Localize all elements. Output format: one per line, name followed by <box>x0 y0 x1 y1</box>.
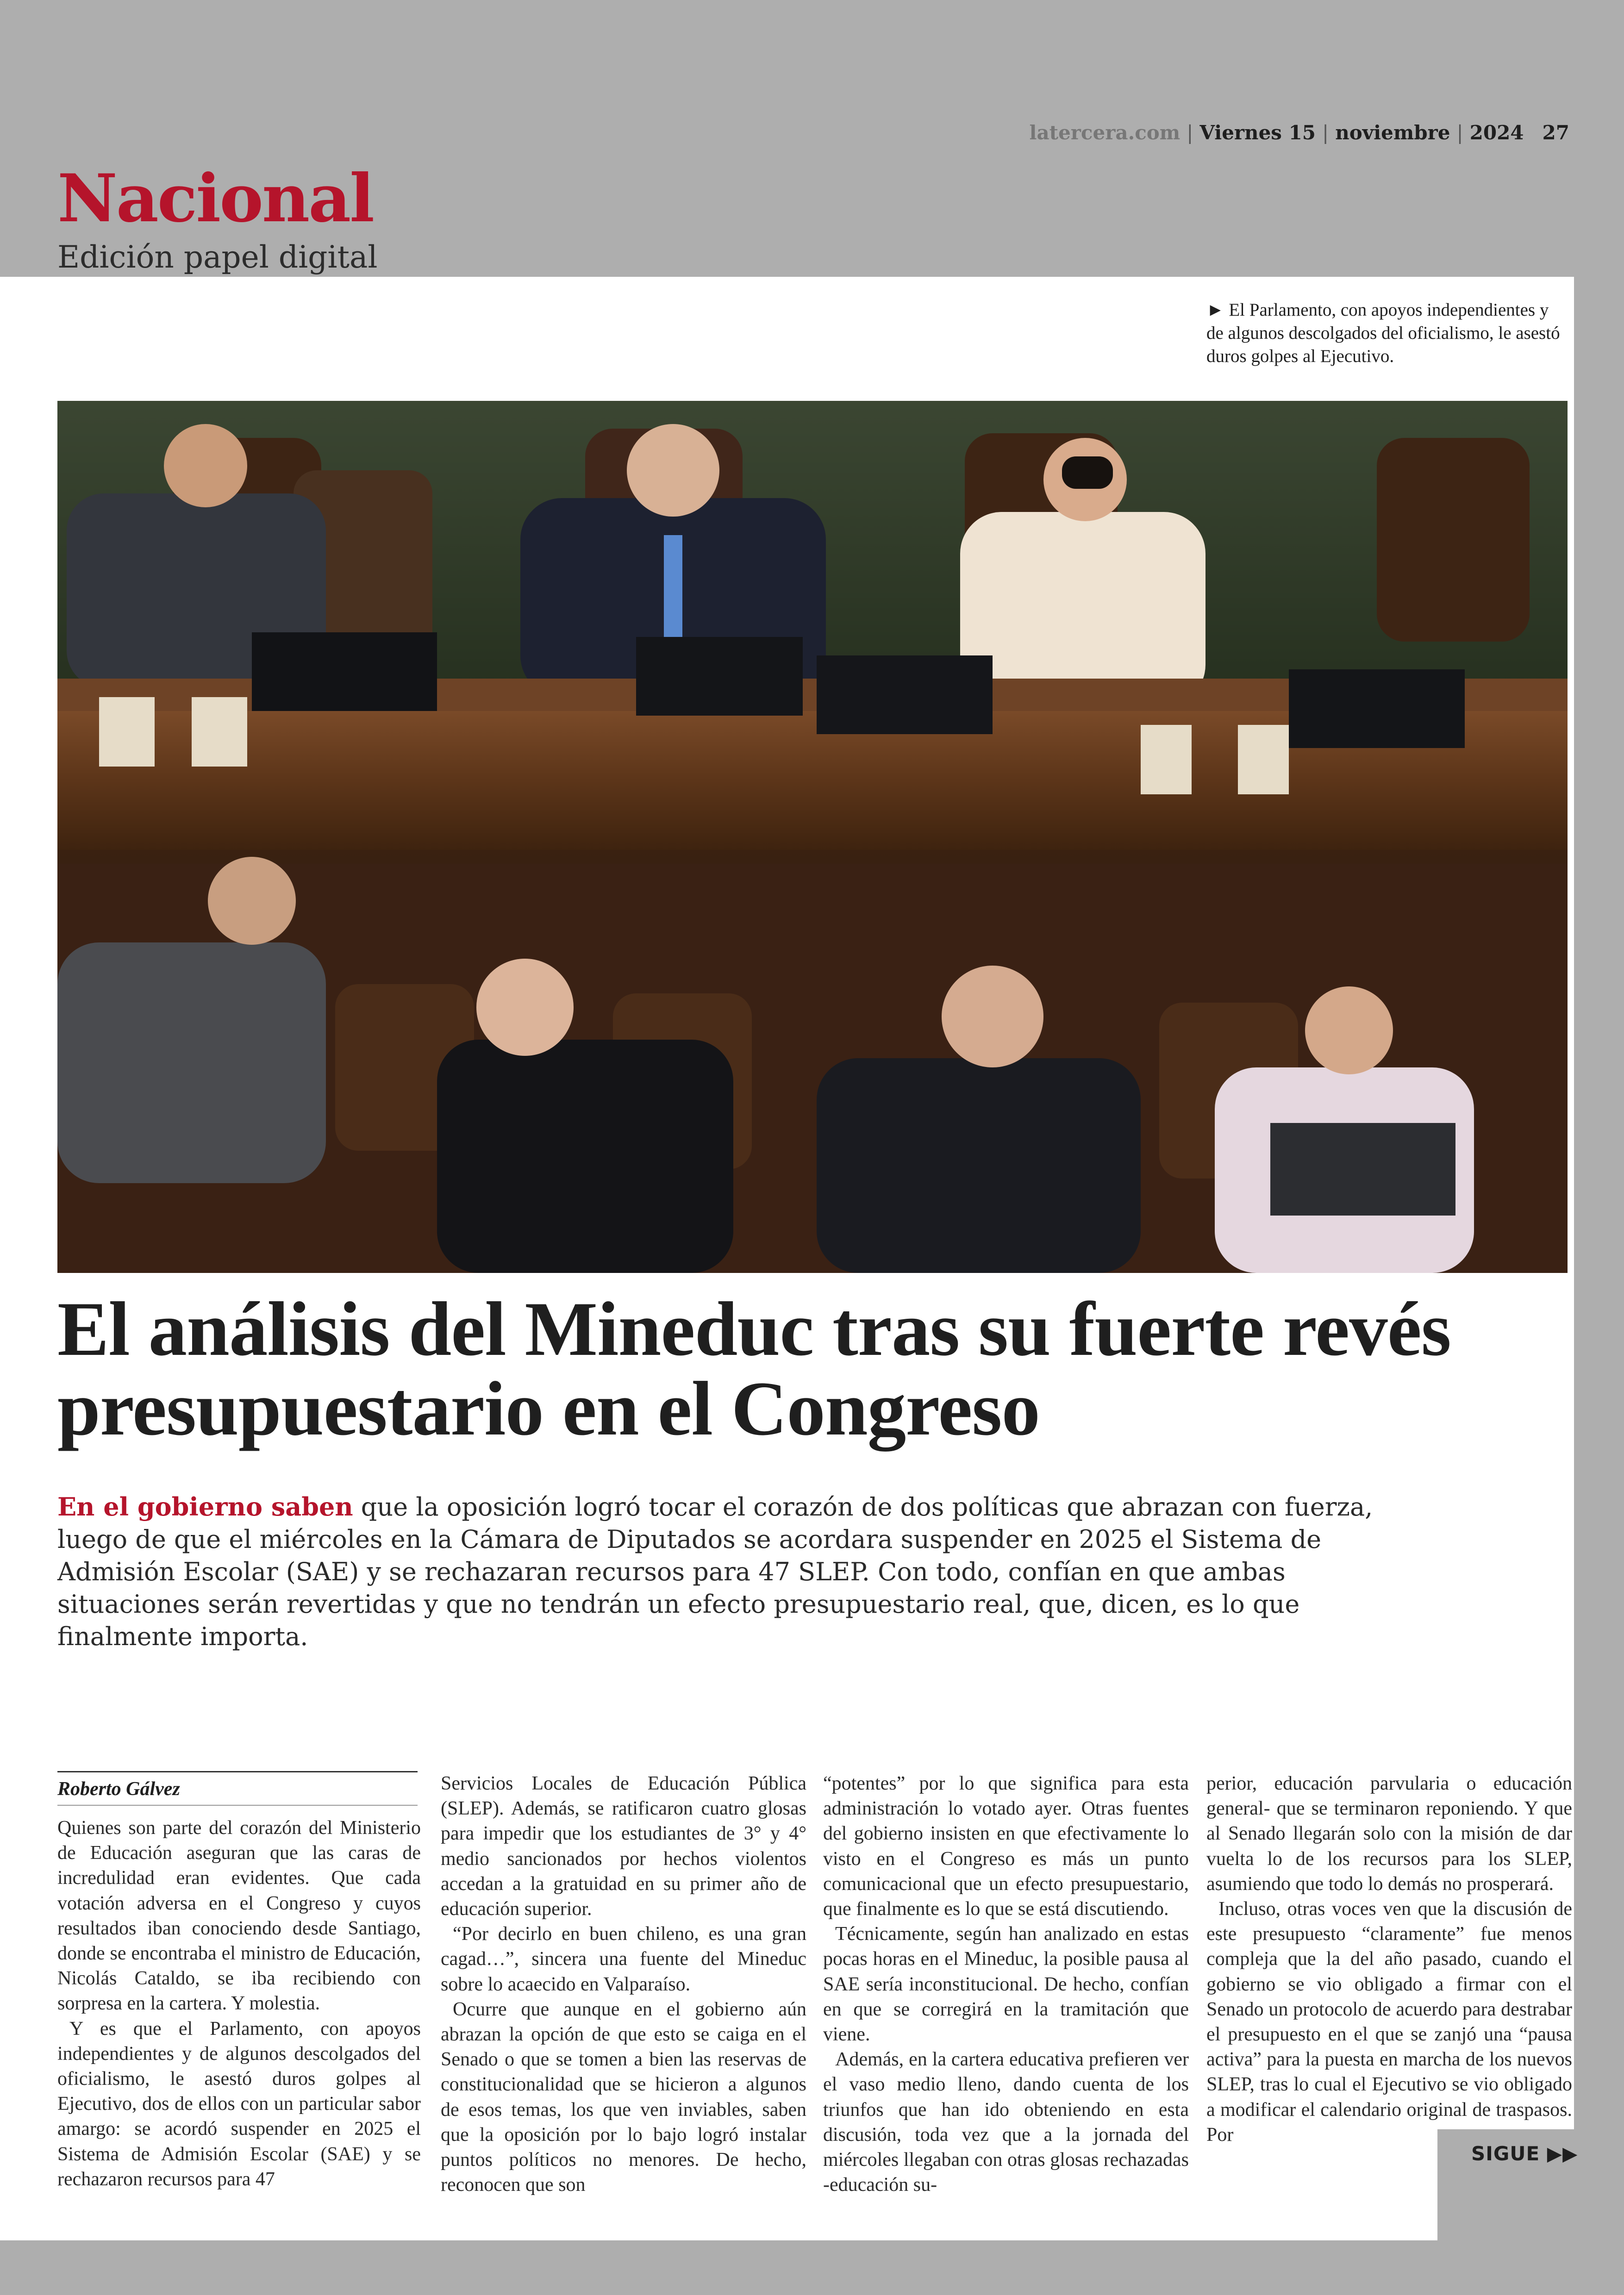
body-paragraph: Incluso, otras voces ven que la discusión de este presupuesto “claramente” fue menos compleja que la del año pasado, cuando el gobierno se vio obligado a firmar con el Senado un protocolo de acuerdo para destrabar el presupuesto en el que se zanjó una “pausa activa” para la puesta en marcha de los nuevos SLEP, tras lo cual el Ejecutivo se vio obligado a modificar el calendario original de traspasos. Por <box>1206 1898 1572 2145</box>
page-folio: latercera.com | Viernes 15 | noviembre | 2024 27 <box>1029 121 1569 144</box>
body-paragraph: Ocurre que aunque en el gobierno aún abrazan la opción de que esto se caiga en el Senado o que se tomen a bien las reservas de constitucionalidad que se hicieron a algunos de esos temas, los que ven inviables, saben que la oposición por lo bajo logró instalar puntos políticos no menores. De hecho, reconocen que son <box>441 1998 806 2196</box>
news-photo <box>57 401 1568 1273</box>
body-paragraph: “potentes” por lo que significa para esta administración lo votado ayer. Otras fuentes del gobierno insisten en que efectivamente lo visto en el Congreso es más un punto comunicacional que un efecto presupuestario, que finalmente es lo que se está discutiendo. <box>823 1773 1189 1920</box>
lede <box>57 1491 1381 1653</box>
body-column-4 <box>1206 1771 1572 2147</box>
body-column-2 <box>441 1771 806 2197</box>
site-link[interactable]: latercera.com <box>1029 121 1181 144</box>
continue-link[interactable]: SIGUE ▶▶ <box>1471 2142 1578 2165</box>
body-column-3 <box>823 1771 1189 2197</box>
right-margin-band <box>1574 277 1624 2295</box>
body-paragraph: Servicios Locales de Educación Pública (SLEP). Además, se ratificaron cuatro glosas para impedir que los estudiantes de 3° y 4° medio sancionados por hechos violentos accedan a la gratuidad en su primer año de educación superior. <box>441 1773 806 1920</box>
folio-day: Viernes 15 <box>1199 121 1316 144</box>
body-paragraph: Y es que el Parlamento, con apoyos independientes y de algunos descolgados del oficialismo, le asestó duros golpes al Ejecutivo, dos de ellos con un particular sabor amargo: se acordó suspender en 2025 el Sistema de Admisión Escolar (SAE) y se rechazaron recursos para 47 <box>57 2018 421 2190</box>
byline: Roberto Gálvez <box>57 1778 180 1800</box>
folio-month: noviembre <box>1335 121 1450 144</box>
lede-lead-in: En el gobierno saben <box>57 1492 353 1522</box>
body-paragraph: Quienes son parte del corazón del Ministerio de Educación aseguran que las caras de incredulidad eran evidentes. Que cada votación adversa en el Congreso y cuyos resultados iban conociendo desde Santiago, donde se encontraba el ministro de Educación, Nicolás Cataldo, se iba recibiendo con sorpresa en la cartera. Y molestia. <box>57 1817 421 2014</box>
footer-band <box>0 2240 1624 2295</box>
folio-year: 2024 <box>1469 121 1524 144</box>
body-paragraph: perior, educación parvularia o educación general- que se terminaron reponiendo. Y que al Senado llegarán solo con la misión de dar vuelta lo de los recursos para los SLEP, asumiendo que todo lo demás no prosperará. <box>1206 1773 1572 1895</box>
body-paragraph: Técnicamente, según han analizado en estas pocas horas en el Mineduc, la posible pausa al SAE sería inconstitucional. De hecho, confían en que se corregirá en la tramitación que viene. <box>823 1923 1189 2046</box>
body-paragraph: Además, en la cartera educativa prefieren ver el vaso medio lleno, dando cuenta de los triunfos que han ido obteniendo en esta discusión, toda vez que a la jornada del miércoles llegaban con otras glosas rechazadas -educación su- <box>823 2049 1189 2196</box>
body-paragraph: “Por decirlo en buen chileno, es una gran cagad…”, sincera una fuente del Mineduc sobre lo acaecido en Valparaíso. <box>441 1923 806 1995</box>
page-number: 27 <box>1542 121 1569 144</box>
byline-box <box>57 1771 418 1806</box>
section-subtitle: Edición papel digital <box>57 239 378 275</box>
headline: El análisis del Mineduc tras su fuerte revés presupuestario en el Congreso <box>57 1286 1451 1452</box>
photo-caption: ► El Parlamento, con apoyos independientes y de algunos descolgados del oficialismo, le asestó duros golpes al Ejecutivo. <box>1206 300 1560 366</box>
body-column-1 <box>57 1815 421 2192</box>
section-title: Nacional <box>57 160 374 237</box>
lede-text: que la oposición logró tocar el corazón de dos políticas que abrazan con fuerza, luego de que el miércoles en la Cámara de Diputados se acordara suspender en 2025 el Sistema de Admisión Escolar (SAE) y se rechazaran recursos para 47 SLEP. Con todo, confían en que ambas situaciones serán revertidas y que no tendrán un efecto presupuestario real, que, dicen, es lo que finalmente importa. <box>57 1492 1373 1651</box>
